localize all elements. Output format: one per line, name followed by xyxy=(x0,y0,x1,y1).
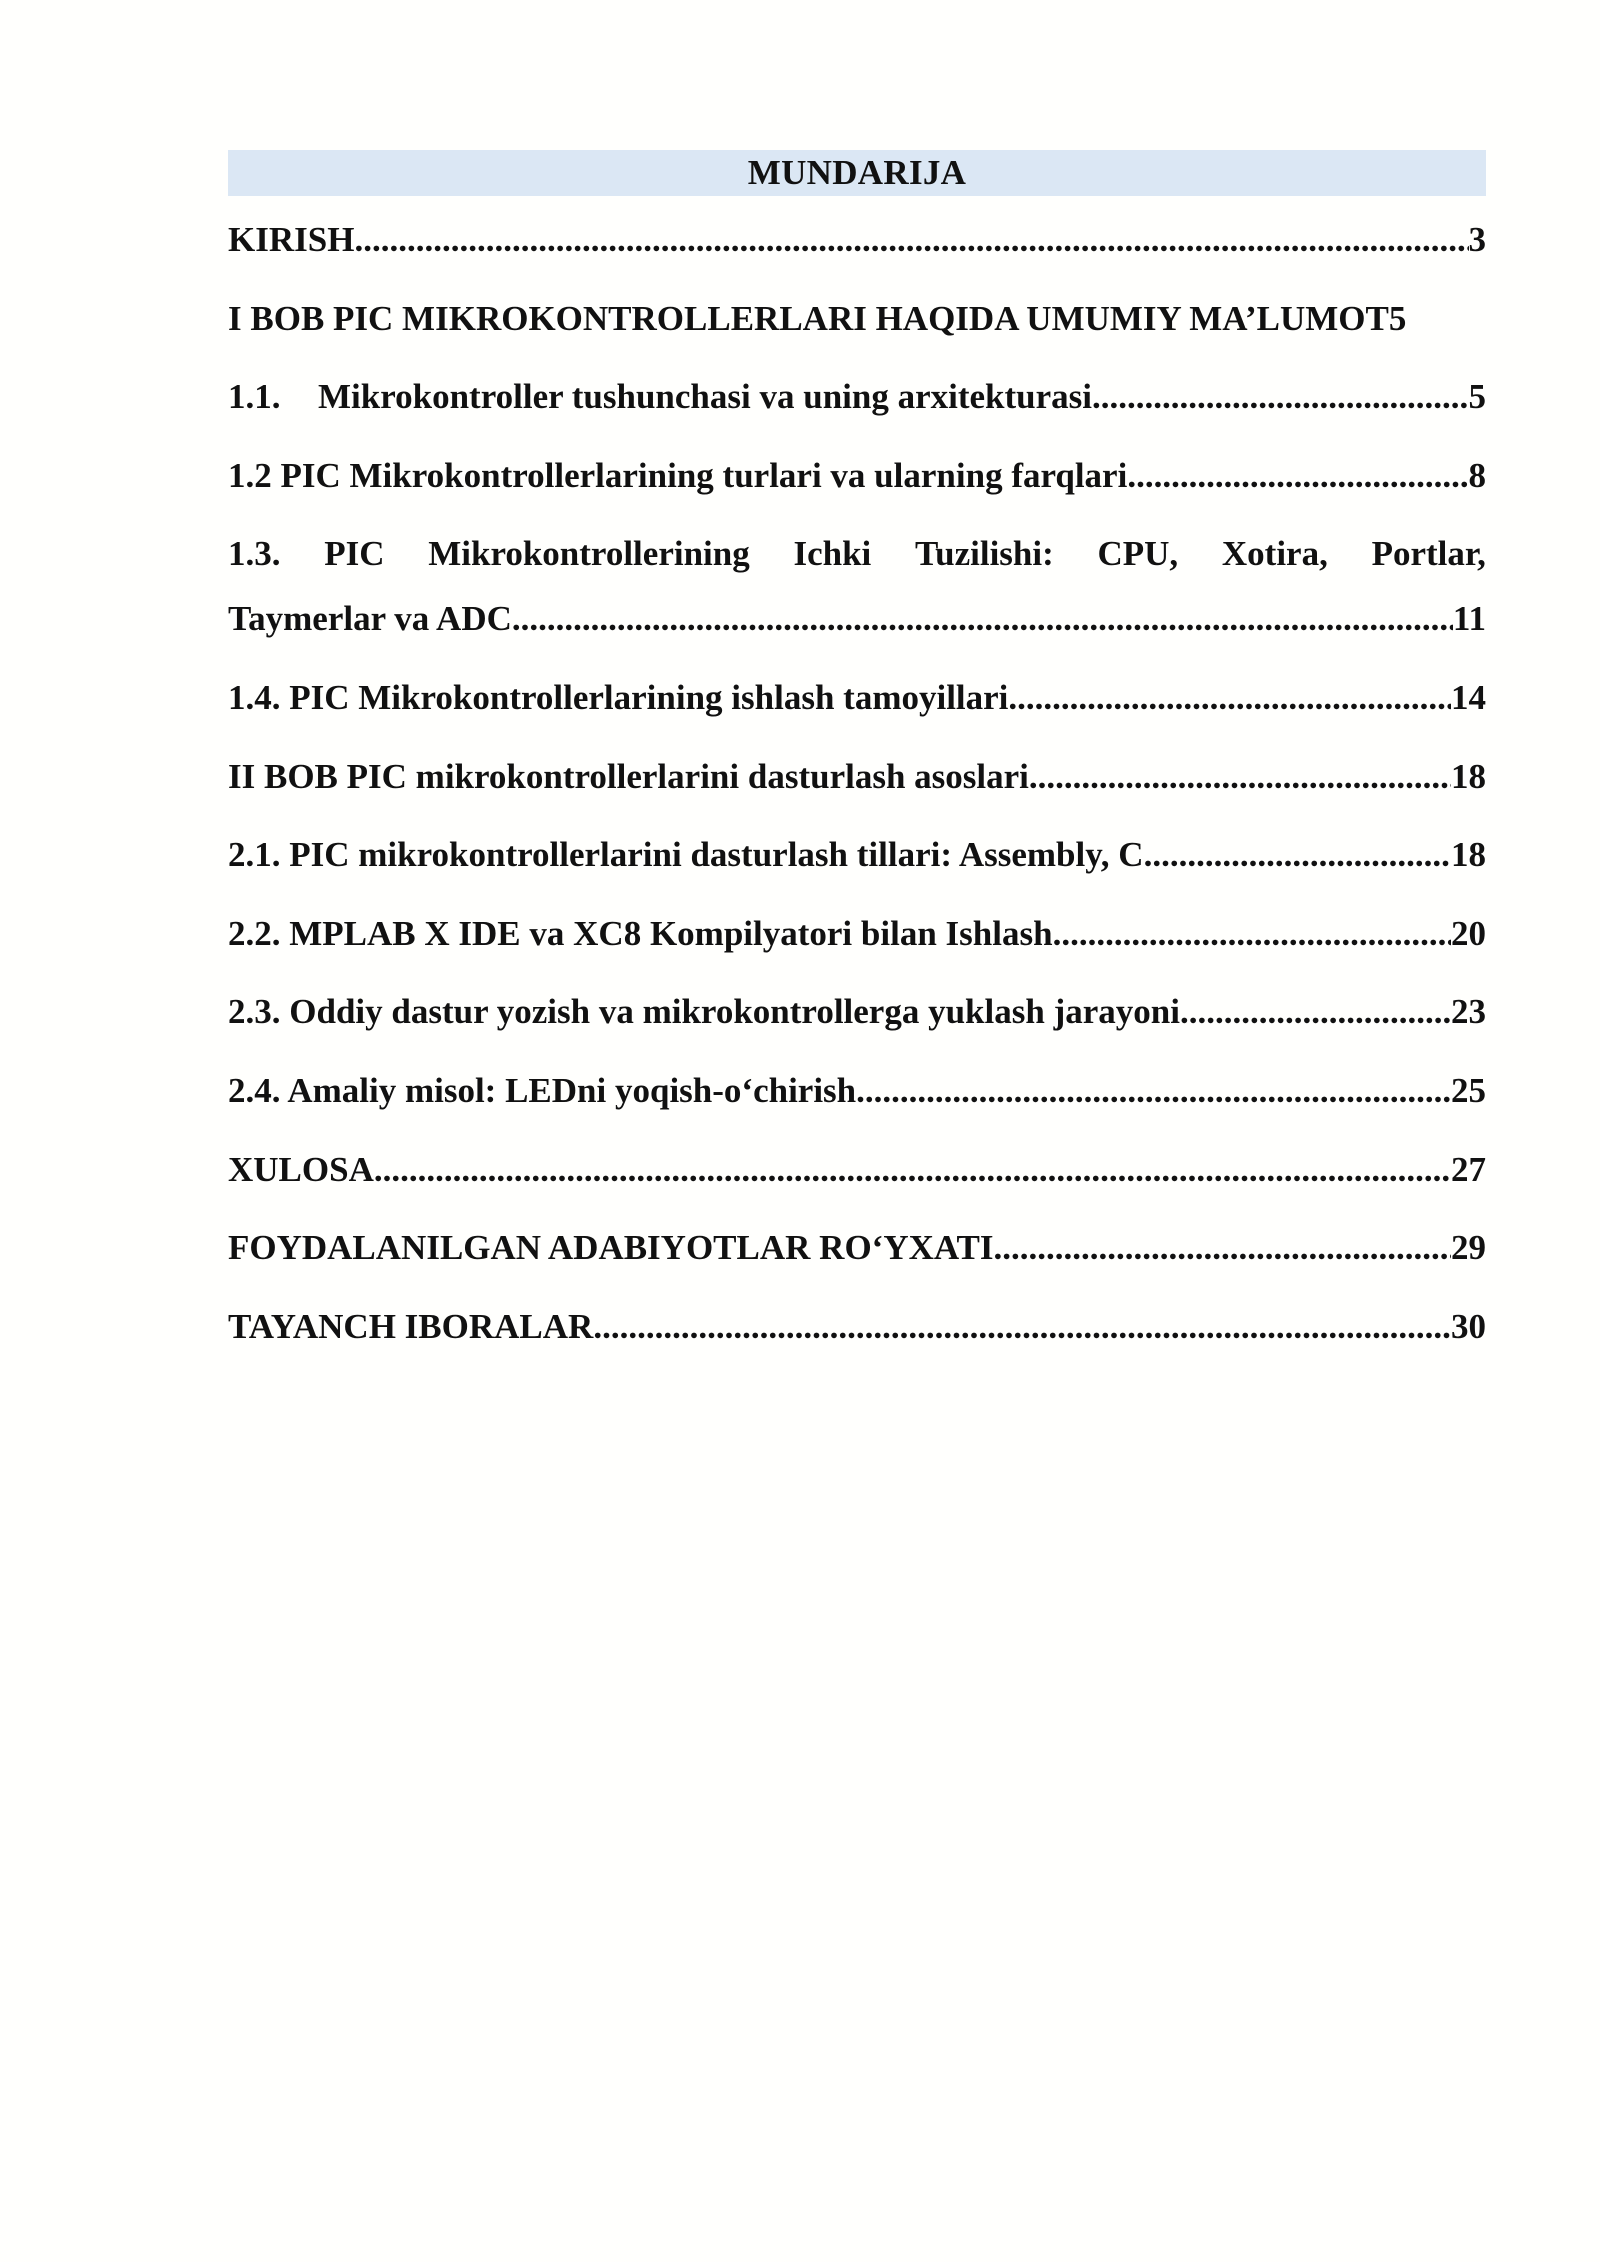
toc-entry-2-3[interactable] xyxy=(228,982,1486,1042)
toc-entry-number: 1.1. xyxy=(228,377,281,417)
toc-entry-2-1[interactable] xyxy=(228,825,1486,885)
dot-leader xyxy=(354,210,1468,270)
toc-word: 1.3. xyxy=(228,534,281,574)
toc-entry-page: 20 xyxy=(1451,913,1486,953)
dot-leader xyxy=(1144,825,1451,885)
toc-word: PIC xyxy=(324,534,385,574)
toc-entry-page: 29 xyxy=(1451,1228,1486,1268)
toc-entry-first-line xyxy=(228,524,1486,584)
dot-leader xyxy=(1092,367,1468,427)
toc-entry-label: FOYDALANILGAN ADABIYOTLAR RO‘YXATI xyxy=(228,1228,994,1268)
toc-entry-1-1[interactable] xyxy=(228,367,1486,427)
toc-entry-xulosa[interactable] xyxy=(228,1140,1486,1200)
toc-entry-label: I BOB PIC MIKROKONTROLLERLARI HAQIDA UMUMIY MA’LUMOT xyxy=(228,298,1389,338)
toc-word: Xotira, xyxy=(1221,534,1328,574)
toc-entry-key-terms[interactable] xyxy=(228,1297,1486,1357)
toc-entry-page: 11 xyxy=(1452,599,1486,639)
dot-leader xyxy=(1008,668,1451,728)
toc-word: Tuzilishi: xyxy=(914,534,1054,574)
toc-entry-page: 8 xyxy=(1468,455,1486,495)
toc-word: Portlar, xyxy=(1371,534,1486,574)
toc-entry-label: Taymerlar va ADC xyxy=(228,599,512,639)
toc-entry-label: 2.1. PIC mikrokontrollerlarini dasturlash tillari: Assembly, C xyxy=(228,835,1144,875)
toc-entry-kirish[interactable] xyxy=(228,210,1486,270)
table-of-contents xyxy=(228,210,1486,1375)
toc-entry-page: 14 xyxy=(1451,677,1486,717)
dot-leader xyxy=(1029,747,1451,807)
toc-entry-label xyxy=(228,367,1092,427)
toc-entry-second-line xyxy=(228,589,1486,649)
toc-entry-references[interactable] xyxy=(228,1218,1486,1278)
dot-leader xyxy=(374,1140,1451,1200)
toc-entry-label: 2.2. MPLAB X IDE va XC8 Kompilyatori bilan Ishlash xyxy=(228,913,1053,953)
dot-leader xyxy=(994,1218,1451,1278)
toc-entry-page: 23 xyxy=(1451,992,1486,1032)
toc-entry-label: 1.4. PIC Mikrokontrollerlarining ishlash tamoyillari xyxy=(228,677,1009,717)
toc-heading: MUNDARIJA xyxy=(228,150,1486,196)
dot-leader xyxy=(512,589,1453,649)
toc-entry-1-4[interactable] xyxy=(228,668,1486,728)
toc-entry-2-4[interactable] xyxy=(228,1061,1486,1121)
dot-leader xyxy=(1180,982,1451,1042)
toc-entry-1-3[interactable] xyxy=(228,524,1486,649)
toc-entry-label: II BOB PIC mikrokontrollerlarini dasturlash asoslari xyxy=(228,756,1029,796)
toc-word: Ichki xyxy=(793,534,872,574)
toc-word: CPU, xyxy=(1097,534,1179,574)
toc-entry-1-2[interactable] xyxy=(228,446,1486,506)
toc-entry-page: 5 xyxy=(1468,377,1486,417)
toc-entry-page: 25 xyxy=(1451,1070,1486,1110)
toc-word: Mikrokontrollerining xyxy=(428,534,750,574)
toc-entry-page: 27 xyxy=(1451,1149,1486,1189)
dot-leader xyxy=(1127,446,1468,506)
toc-entry-label: 2.3. Oddiy dastur yozish va mikrokontrollerga yuklash jarayoni xyxy=(228,992,1180,1032)
toc-entry-label: TAYANCH IBORALAR xyxy=(228,1306,594,1346)
dot-leader xyxy=(593,1297,1451,1357)
toc-entry-label: XULOSA xyxy=(228,1149,374,1189)
toc-entry-page: 5 xyxy=(1388,298,1407,338)
toc-entry-page: 30 xyxy=(1451,1306,1486,1346)
toc-entry-label: 1.2 PIC Mikrokontrollerlarining turlari va ularning farqlari xyxy=(228,455,1128,495)
toc-entry-label: KIRISH xyxy=(228,220,355,259)
toc-entry-chapter-2[interactable] xyxy=(228,747,1486,807)
dot-leader xyxy=(1053,904,1451,964)
toc-entry-page: 18 xyxy=(1451,835,1486,875)
toc-entry-chapter-1[interactable] xyxy=(228,289,1486,349)
toc-entry-2-2[interactable] xyxy=(228,904,1486,964)
toc-entry-page: 18 xyxy=(1451,756,1486,796)
toc-entry-label: 2.4. Amaliy misol: LEDni yoqish-o‘chirish xyxy=(228,1070,857,1110)
dot-leader xyxy=(856,1061,1451,1121)
toc-entry-title: Mikrokontroller tushunchasi va uning arxitekturasi xyxy=(318,377,1093,417)
toc-entry-page: 3 xyxy=(1468,220,1486,259)
